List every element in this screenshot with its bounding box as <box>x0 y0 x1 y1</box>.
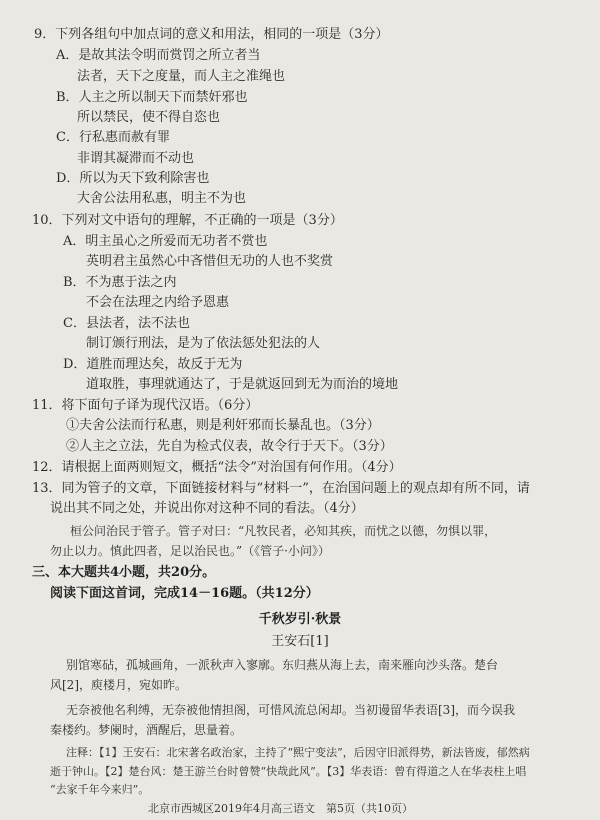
q10-option-b-line1: B．不为惠于法之内 <box>63 275 177 290</box>
poem-line1: 别馆寒砧，孤城画角，一派秋声入寥廓。东归燕从海上去，南来雁向沙头落。楚台 <box>66 658 499 672</box>
q11-stem: 11．将下面句子译为现代汉语。（6分） <box>32 398 259 413</box>
poem-line2: 风[2]，庾楼月，宛如昨。 <box>50 678 187 692</box>
section3-heading: 三、本大题共4小题，共20分。 <box>32 565 216 580</box>
q9-stem: 9．下列各组句中加点词的意义和用法，相同的一项是（3分） <box>34 27 389 42</box>
q11-sentence-1: ①夫舍公法而行私惠，则是利奸邪而长暴乱也。（3分） <box>66 418 380 433</box>
q9-option-d-line1: D．所以为天下致利除害也 <box>56 171 210 186</box>
q9-option-a-line1: A．是故其法令明而赏罚之所立者当 <box>56 48 261 63</box>
q10-option-d-line2: 道取胜，事理就通达了，于是就返回到无为而治的境地 <box>86 377 399 392</box>
q13-line1: 13．同为管子的文章，下面链接材料与“材料一”，在治国问题上的观点却有所不同，请 <box>32 481 530 496</box>
q12-stem: 12．请根据上面两则短文，概括“法令”对治国有何作用。（4分） <box>32 460 402 475</box>
poem-line4: 秦楼约。梦阑时，酒醒后，思量着。 <box>50 723 243 737</box>
notes-line3: “去家千年今来归”。 <box>50 783 150 796</box>
q10-option-a-line2: 英明君主虽然心中吝惜但无功的人也不奖赏 <box>86 254 334 269</box>
q10-option-d-line1: D．道胜而理达矣，故反于无为 <box>63 357 243 372</box>
q10-stem: 10．下列对文中语句的理解，不正确的一项是（3分） <box>32 213 343 228</box>
q13-line2: 说出其不同之处，并说出你对这种不同的看法。（4分） <box>50 501 364 516</box>
q9-option-c-line1: C．行私惠而赦有罪 <box>56 130 170 145</box>
page-footer: 北京市西城区2019年4月高三语文 第5页（共10页） <box>148 802 413 815</box>
q10-option-a-line1: A．明主虽心之所爱而无功者不赏也 <box>63 234 268 249</box>
poem-author: 王安石[1] <box>271 634 329 649</box>
q10-option-c-line1: C．县法者，法不法也 <box>63 316 190 331</box>
q13-quote-line1: 桓公问治民于管子。管子对曰：“凡牧民者，必知其疾，而忧之以德，勿惧以罪， <box>70 524 497 538</box>
notes-line2: 逝于钟山。【2】楚台风：楚王游兰台时曾赞“快哉此风”。【3】华表语：曾有得道之人在华表柱上唱 <box>50 765 527 778</box>
q11-sentence-2: ②人主之立法，先自为检式仪表，故令行于天下。（3分） <box>66 439 393 454</box>
q9-option-b-line2: 所以禁民，使不得自恣也 <box>77 110 221 125</box>
q9-option-c-line2: 非谓其凝滞而不动也 <box>77 151 195 166</box>
section3-instruction: 阅读下面这首词，完成14－16题。（共12分） <box>50 586 319 601</box>
q9-option-d-line2: 大舍公法用私惠，明主不为也 <box>77 191 247 206</box>
poem-title: 千秋岁引·秋景 <box>258 612 342 627</box>
q9-option-b-line1: B．人主之所以制天下而禁奸邪也 <box>56 90 248 105</box>
notes-line1: 注释：【1】王安石：北宋著名政治家，主持了“熙宁变法”，后因守旧派得势，新法皆废，郁然病 <box>66 746 530 759</box>
q10-option-c-line2: 制订颁行刑法，是为了依法惩处犯法的人 <box>86 336 321 351</box>
q9-option-a-line2: 法者，天下之度量，而人主之准绳也 <box>77 69 286 84</box>
poem-line3: 无奈被他名利缚，无奈被他情担阁，可惜风流总闲却。当初谩留华表语[3]，而今误我 <box>66 703 516 717</box>
q13-quote-line2: 勿止以力。慎此四者，足以治民也。”（《管子·小问》） <box>50 544 330 558</box>
q10-option-b-line2: 不会在法理之内给予恩惠 <box>86 295 230 310</box>
